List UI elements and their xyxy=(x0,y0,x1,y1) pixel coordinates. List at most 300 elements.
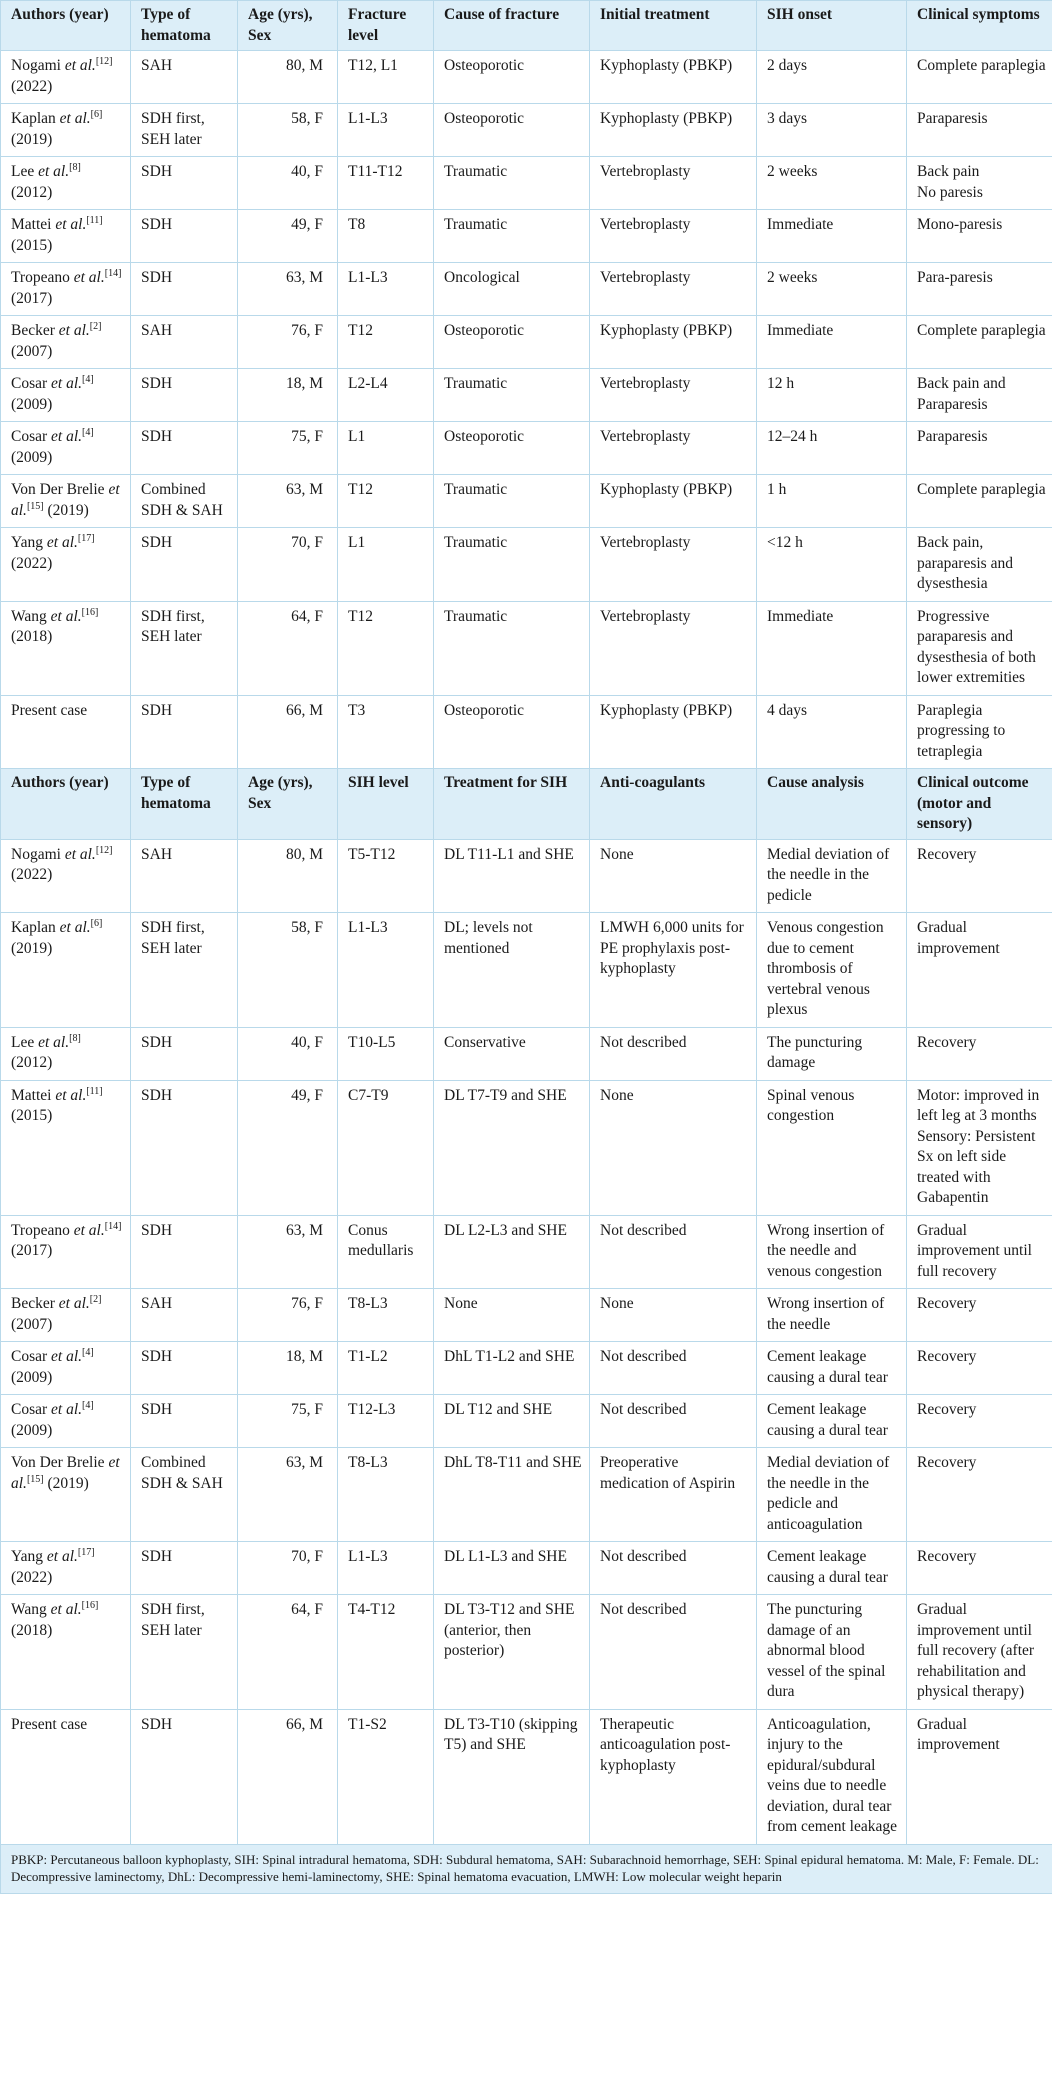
table-cell: SDH xyxy=(131,369,238,422)
column-header: Fracture level xyxy=(338,1,434,51)
table-cell: SDH xyxy=(131,1395,238,1448)
table-cell: 70, F xyxy=(238,528,338,602)
table-cell: T5-T12 xyxy=(338,839,434,913)
author-text: et al. xyxy=(50,1601,82,1618)
column-header: Authors (year) xyxy=(1,1,131,51)
table-row xyxy=(1,601,1052,695)
citation-ref: [2] xyxy=(89,1293,102,1305)
table-cell: SAH xyxy=(131,1289,238,1342)
table-cell: Cement leakage causing a dural tear xyxy=(757,1342,907,1395)
author-text: et al. xyxy=(59,919,91,936)
author-cell xyxy=(1,51,131,104)
column-header: SIH level xyxy=(338,769,434,840)
table-cell: SDH first, SEH later xyxy=(131,1595,238,1710)
table-cell: SDH xyxy=(131,695,238,769)
table-cell: The puncturing damage of an abnormal blood vessel of the spinal dura xyxy=(757,1595,907,1710)
table-cell: Vertebroplasty xyxy=(590,157,757,210)
table-cell: Gradual improvement xyxy=(907,913,1052,1028)
table-cell: T8-L3 xyxy=(338,1448,434,1542)
table-cell xyxy=(907,1080,1052,1215)
table-row xyxy=(1,913,1052,1028)
table-cell: None xyxy=(590,1080,757,1215)
author-text: et al. xyxy=(51,1348,83,1365)
table-cell: Paraparesis xyxy=(907,104,1052,157)
author-text: (2012) xyxy=(11,1054,53,1071)
footnote-row xyxy=(1,1844,1052,1893)
author-cell xyxy=(1,1542,131,1595)
author-text: Von Der Brelie xyxy=(11,1454,105,1471)
citation-ref: [12] xyxy=(95,844,113,856)
table-cell: SAH xyxy=(131,839,238,913)
table-cell: 70, F xyxy=(238,1542,338,1595)
author-cell xyxy=(1,528,131,602)
table-cell: Recovery xyxy=(907,1395,1052,1448)
author-cell xyxy=(1,601,131,695)
table-row xyxy=(1,1542,1052,1595)
cell-line: Back pain xyxy=(917,163,980,180)
table-cell: 3 days xyxy=(757,104,907,157)
column-header: SIH onset xyxy=(757,1,907,51)
citation-ref: [12] xyxy=(95,55,113,67)
table-cell: Anticoagulation, injury to the epidural/subdural veins due to needle deviation, dural tear from cement leakage xyxy=(757,1709,907,1844)
table-cell: Immediate xyxy=(757,316,907,369)
table-cell: SAH xyxy=(131,51,238,104)
author-text: et al. xyxy=(11,1454,120,1492)
table-cell: 12 h xyxy=(757,369,907,422)
author-cell xyxy=(1,422,131,475)
author-text: Kaplan xyxy=(11,919,56,936)
table-cell: T12, L1 xyxy=(338,51,434,104)
table-cell: DL L2-L3 and SHE xyxy=(434,1215,590,1289)
table-cell: Kyphoplasty (PBKP) xyxy=(590,316,757,369)
author-text: (2019) xyxy=(43,501,89,519)
table-cell: None xyxy=(590,839,757,913)
table-cell: DhL T8-T11 and SHE xyxy=(434,1448,590,1542)
table-row xyxy=(1,695,1052,769)
table-row xyxy=(1,1709,1052,1844)
table-cell: C7-T9 xyxy=(338,1080,434,1215)
author-text: (2009) xyxy=(11,448,53,466)
table-cell: Vertebroplasty xyxy=(590,263,757,316)
table-cell: 12–24 h xyxy=(757,422,907,475)
table-row xyxy=(1,1215,1052,1289)
author-text: et al. xyxy=(73,269,105,286)
table-cell: Back pain and Paraparesis xyxy=(907,369,1052,422)
author-text: Becker xyxy=(11,1295,55,1312)
table-cell: 76, F xyxy=(238,316,338,369)
table-cell: Vertebroplasty xyxy=(590,210,757,263)
table-cell: 63, M xyxy=(238,1448,338,1542)
table-footnote: PBKP: Percutaneous balloon kyphoplasty, SIH: Spinal intradural hematoma, SDH: Subdural hematoma, SAH: Subarachnoid hemorrhage, SEH: Spinal epidural hematoma. M: Male, F: Female. DL: Decompressive laminectomy, DhL: Decompressive hemi-laminectomy, SHE: Spinal hematoma evacuation, LMWH: Low molecular weight heparin xyxy=(1,1844,1052,1893)
column-header: Age (yrs), Sex xyxy=(238,1,338,51)
table-cell: Not described xyxy=(590,1395,757,1448)
table-cell: T4-T12 xyxy=(338,1595,434,1710)
author-cell xyxy=(1,839,131,913)
table-cell: L1-L3 xyxy=(338,913,434,1028)
author-text: Tropeano xyxy=(11,1221,70,1239)
table-cell: Traumatic xyxy=(434,528,590,602)
citation-ref: [8] xyxy=(69,1032,81,1044)
author-text: Tropeano xyxy=(11,269,70,286)
table-cell: 2 weeks xyxy=(757,157,907,210)
table-cell: Osteoporotic xyxy=(434,422,590,475)
table-cell: Osteoporotic xyxy=(434,695,590,769)
author-cell xyxy=(1,1395,131,1448)
cell-line: No paresis xyxy=(917,183,983,201)
table-cell: 66, M xyxy=(238,1709,338,1844)
table-cell: Complete paraplegia xyxy=(907,51,1052,104)
author-text: Cosar xyxy=(11,1401,48,1418)
author-cell xyxy=(1,1709,131,1844)
table-cell: Conus medullaris xyxy=(338,1215,434,1289)
table-cell: Osteoporotic xyxy=(434,104,590,157)
author-cell xyxy=(1,1080,131,1215)
table-cell: T3 xyxy=(338,695,434,769)
cell-line: Motor: improved in left leg at 3 months xyxy=(917,1086,1040,1124)
table-cell: 40, F xyxy=(238,1027,338,1080)
table-cell: DL T12 and SHE xyxy=(434,1395,590,1448)
table-cell: Traumatic xyxy=(434,210,590,263)
table-cell: T10-L5 xyxy=(338,1027,434,1080)
citation-ref: [11] xyxy=(86,1085,103,1097)
author-cell xyxy=(1,1448,131,1542)
table-row xyxy=(1,1448,1052,1542)
citation-ref: [4] xyxy=(82,373,94,385)
table-cell: SDH first, SEH later xyxy=(131,104,238,157)
citation-ref: [14] xyxy=(104,1220,122,1232)
table-row xyxy=(1,422,1052,475)
author-text: (2018) xyxy=(11,628,53,645)
table-cell: T1-L2 xyxy=(338,1342,434,1395)
table-cell: SDH xyxy=(131,528,238,602)
author-text: (2009) xyxy=(11,1368,53,1386)
table-cell: 63, M xyxy=(238,1215,338,1289)
table-row xyxy=(1,1342,1052,1395)
table-cell: 49, F xyxy=(238,210,338,263)
table-cell: Kyphoplasty (PBKP) xyxy=(590,475,757,528)
table-cell: 58, F xyxy=(238,104,338,157)
author-text: (2018) xyxy=(11,1621,53,1639)
table-cell: SDH first, SEH later xyxy=(131,913,238,1028)
citation-ref: [16] xyxy=(81,1599,99,1611)
table-cell: T8 xyxy=(338,210,434,263)
table-cell: 18, M xyxy=(238,1342,338,1395)
table-cell: SDH first, SEH later xyxy=(131,601,238,695)
table-row xyxy=(1,157,1052,210)
table-cell: 18, M xyxy=(238,369,338,422)
author-text: Nogami xyxy=(11,57,61,74)
author-cell xyxy=(1,104,131,157)
author-text: Mattei xyxy=(11,216,52,233)
author-text: et al. xyxy=(59,110,91,127)
author-text: Lee xyxy=(11,1033,35,1051)
author-text: (2017) xyxy=(11,289,53,307)
citation-ref: [6] xyxy=(90,917,103,929)
author-text: Cosar xyxy=(11,1348,48,1365)
column-header: Type of hematoma xyxy=(131,769,238,840)
citation-ref: [16] xyxy=(81,606,99,618)
table-cell: Cement leakage causing a dural tear xyxy=(757,1395,907,1448)
author-text: Yang xyxy=(11,534,44,551)
citation-ref: [14] xyxy=(104,267,122,279)
table-cell: None xyxy=(590,1289,757,1342)
column-header: Cause analysis xyxy=(757,769,907,840)
citation-ref: [17] xyxy=(77,532,95,544)
author-text: (2015) xyxy=(11,236,53,254)
table-cell: 63, M xyxy=(238,263,338,316)
table-cell: T1-S2 xyxy=(338,1709,434,1844)
author-text: et al. xyxy=(55,1086,87,1104)
table-cell: L1 xyxy=(338,422,434,475)
citation-ref: [4] xyxy=(82,426,94,438)
table-cell: 2 days xyxy=(757,51,907,104)
table-cell: 64, F xyxy=(238,1595,338,1710)
author-text: et al. xyxy=(46,1548,78,1565)
table-cell: Progressive paraparesis and dysesthesia of both lower extremities xyxy=(907,601,1052,695)
table-cell: SDH xyxy=(131,1342,238,1395)
author-text: et al. xyxy=(58,322,90,339)
table-cell: Vertebroplasty xyxy=(590,601,757,695)
table-row xyxy=(1,1395,1052,1448)
author-cell xyxy=(1,1342,131,1395)
table-cell: 58, F xyxy=(238,913,338,1028)
table-cell: Vertebroplasty xyxy=(590,422,757,475)
table-cell: Recovery xyxy=(907,839,1052,913)
author-cell xyxy=(1,913,131,1028)
table-cell: Recovery xyxy=(907,1289,1052,1342)
author-text: et al. xyxy=(51,375,83,392)
author-cell xyxy=(1,695,131,769)
table-cell: Kyphoplasty (PBKP) xyxy=(590,104,757,157)
citation-ref: [8] xyxy=(69,161,81,173)
citation-ref: [4] xyxy=(82,1346,94,1358)
table-cell: Oncological xyxy=(434,263,590,316)
table-cell: SAH xyxy=(131,316,238,369)
table-row xyxy=(1,839,1052,913)
table-cell: L1-L3 xyxy=(338,1542,434,1595)
table-cell: Spinal venous congestion xyxy=(757,1080,907,1215)
table-cell: 1 h xyxy=(757,475,907,528)
author-text: Wang xyxy=(11,607,47,625)
author-text: Mattei xyxy=(11,1086,52,1104)
author-text: Von Der Brelie xyxy=(11,481,105,498)
author-text: (2022) xyxy=(11,866,53,883)
table-cell: LMWH 6,000 units for PE prophylaxis post-kyphoplasty xyxy=(590,913,757,1028)
column-header: Age (yrs), Sex xyxy=(238,769,338,840)
table-cell: T12-L3 xyxy=(338,1395,434,1448)
author-text: (2015) xyxy=(11,1107,53,1124)
table-cell: L1-L3 xyxy=(338,104,434,157)
table-cell: 75, F xyxy=(238,422,338,475)
table-cell: <12 h xyxy=(757,528,907,602)
author-cell xyxy=(1,316,131,369)
table-cell: 63, M xyxy=(238,475,338,528)
table-cell: Preoperative medication of Aspirin xyxy=(590,1448,757,1542)
table-cell: L1-L3 xyxy=(338,263,434,316)
table-row xyxy=(1,316,1052,369)
table-cell: DL T3-T12 and SHE (anterior, then posterior) xyxy=(434,1595,590,1710)
author-text: et al. xyxy=(38,1033,70,1051)
table-cell: DhL T1-L2 and SHE xyxy=(434,1342,590,1395)
table-cell: Recovery xyxy=(907,1342,1052,1395)
table-cell: SDH xyxy=(131,1215,238,1289)
author-text: (2022) xyxy=(11,554,53,572)
table-cell: DL T3-T10 (skipping T5) and SHE xyxy=(434,1709,590,1844)
author-text: Kaplan xyxy=(11,110,56,127)
header-row xyxy=(1,1,1052,51)
table-cell: Venous congestion due to cement thrombosis of vertebral venous plexus xyxy=(757,913,907,1028)
table-row xyxy=(1,475,1052,528)
table-cell: Osteoporotic xyxy=(434,316,590,369)
table-cell: 80, M xyxy=(238,51,338,104)
table-cell: SDH xyxy=(131,1709,238,1844)
author-text: Present case xyxy=(11,701,88,719)
table-cell: None xyxy=(434,1289,590,1342)
table-cell: Not described xyxy=(590,1215,757,1289)
author-text: et al. xyxy=(64,57,96,74)
column-header: Type of hematoma xyxy=(131,1,238,51)
table-cell: Medial deviation of the needle in the pedicle and anticoagulation xyxy=(757,1448,907,1542)
table-cell: L2-L4 xyxy=(338,369,434,422)
table-cell: T12 xyxy=(338,316,434,369)
table-cell: DL; levels not mentioned xyxy=(434,913,590,1028)
author-text: Yang xyxy=(11,1548,44,1565)
author-cell xyxy=(1,263,131,316)
table-cell: SDH xyxy=(131,1542,238,1595)
citation-ref: [6] xyxy=(90,108,103,120)
citation-ref: [11] xyxy=(86,214,103,226)
table-cell: SDH xyxy=(131,1080,238,1215)
table-cell: Recovery xyxy=(907,1542,1052,1595)
table-cell: Kyphoplasty (PBKP) xyxy=(590,695,757,769)
author-text: et al. xyxy=(51,428,83,445)
author-text: (2022) xyxy=(11,77,53,95)
author-cell xyxy=(1,210,131,263)
author-text: Nogami xyxy=(11,845,61,863)
table-cell: 64, F xyxy=(238,601,338,695)
table-cell: SDH xyxy=(131,422,238,475)
table-row xyxy=(1,528,1052,602)
author-text: Cosar xyxy=(11,375,48,392)
author-text: (2007) xyxy=(11,1315,53,1333)
table-cell: Medial deviation of the needle in the pedicle xyxy=(757,839,907,913)
cell-line: Sensory: Persistent Sx on left side treated with Gabapentin xyxy=(917,1127,1036,1206)
column-header: Anti-coagulants xyxy=(590,769,757,840)
author-text: (2019) xyxy=(11,939,53,957)
table-cell: SDH xyxy=(131,157,238,210)
table-cell: The puncturing damage xyxy=(757,1027,907,1080)
table-cell: SDH xyxy=(131,1027,238,1080)
table-row xyxy=(1,1080,1052,1215)
citation-ref: [4] xyxy=(82,1399,94,1411)
author-cell xyxy=(1,369,131,422)
table-cell: 49, F xyxy=(238,1080,338,1215)
table-cell: Wrong insertion of the needle and venous congestion xyxy=(757,1215,907,1289)
table-cell: Not described xyxy=(590,1595,757,1710)
table-cell: Kyphoplasty (PBKP) xyxy=(590,51,757,104)
table-cell: Gradual improvement until full recovery (after rehabilitation and physical therapy) xyxy=(907,1595,1052,1710)
column-header: Treatment for SIH xyxy=(434,769,590,840)
citation-ref: [2] xyxy=(89,320,102,332)
column-header: Authors (year) xyxy=(1,769,131,840)
table-cell: 40, F xyxy=(238,157,338,210)
table-cell: Immediate xyxy=(757,210,907,263)
table-cell: Cement leakage causing a dural tear xyxy=(757,1542,907,1595)
table-row xyxy=(1,1595,1052,1710)
table-cell: Vertebroplasty xyxy=(590,369,757,422)
table-cell: L1 xyxy=(338,528,434,602)
author-text: et al. xyxy=(11,481,120,519)
author-text: (2012) xyxy=(11,183,53,201)
table-cell: DL L1-L3 and SHE xyxy=(434,1542,590,1595)
table-cell: Immediate xyxy=(757,601,907,695)
table-cell: Not described xyxy=(590,1542,757,1595)
author-text: Becker xyxy=(11,322,55,339)
author-cell xyxy=(1,1289,131,1342)
citation-ref: [15] xyxy=(26,1473,44,1485)
table-cell: Not described xyxy=(590,1027,757,1080)
author-cell xyxy=(1,475,131,528)
table-cell: Recovery xyxy=(907,1027,1052,1080)
author-text: (2009) xyxy=(11,1421,53,1439)
table-cell: Paraplegia progressing to tetraplegia xyxy=(907,695,1052,769)
author-text: (2019) xyxy=(11,130,53,148)
table-row xyxy=(1,263,1052,316)
table-cell: Gradual improvement until full recovery xyxy=(907,1215,1052,1289)
column-header: Clinical symptoms xyxy=(907,1,1052,51)
table-row xyxy=(1,104,1052,157)
table-cell: 80, M xyxy=(238,839,338,913)
author-text: et al. xyxy=(50,607,82,625)
table-cell: SDH xyxy=(131,210,238,263)
table-row xyxy=(1,51,1052,104)
author-text: et al. xyxy=(46,534,78,551)
table-cell: Traumatic xyxy=(434,475,590,528)
table-cell: Paraparesis xyxy=(907,422,1052,475)
author-text: Present case xyxy=(11,1715,88,1733)
table-cell: DL T11-L1 and SHE xyxy=(434,839,590,913)
table-cell: Mono-paresis xyxy=(907,210,1052,263)
table-cell: Combined SDH & SAH xyxy=(131,1448,238,1542)
author-text: (2009) xyxy=(11,395,53,413)
table-cell: T8-L3 xyxy=(338,1289,434,1342)
table-cell: T12 xyxy=(338,601,434,695)
table-cell: Conservative xyxy=(434,1027,590,1080)
author-text: (2019) xyxy=(43,1474,89,1492)
table-cell: Vertebroplasty xyxy=(590,528,757,602)
column-header: Initial treatment xyxy=(590,1,757,51)
table-cell: 4 days xyxy=(757,695,907,769)
table-cell: Traumatic xyxy=(434,601,590,695)
author-text: (2022) xyxy=(11,1568,53,1586)
author-text: Cosar xyxy=(11,428,48,445)
table-cell: Osteoporotic xyxy=(434,51,590,104)
table-cell: DL T7-T9 and SHE xyxy=(434,1080,590,1215)
author-text: et al. xyxy=(73,1221,105,1239)
table-cell: Para-paresis xyxy=(907,263,1052,316)
header-row xyxy=(1,769,1052,840)
table-cell: Traumatic xyxy=(434,369,590,422)
table-cell: 76, F xyxy=(238,1289,338,1342)
author-text: Wang xyxy=(11,1601,47,1618)
author-text: et al. xyxy=(58,1295,90,1312)
author-text: (2007) xyxy=(11,342,53,360)
table-cell: 2 weeks xyxy=(757,263,907,316)
citation-ref: [17] xyxy=(77,1546,95,1558)
author-cell xyxy=(1,1215,131,1289)
table-cell: Gradual improvement xyxy=(907,1709,1052,1844)
table-cell: Complete paraplegia xyxy=(907,475,1052,528)
